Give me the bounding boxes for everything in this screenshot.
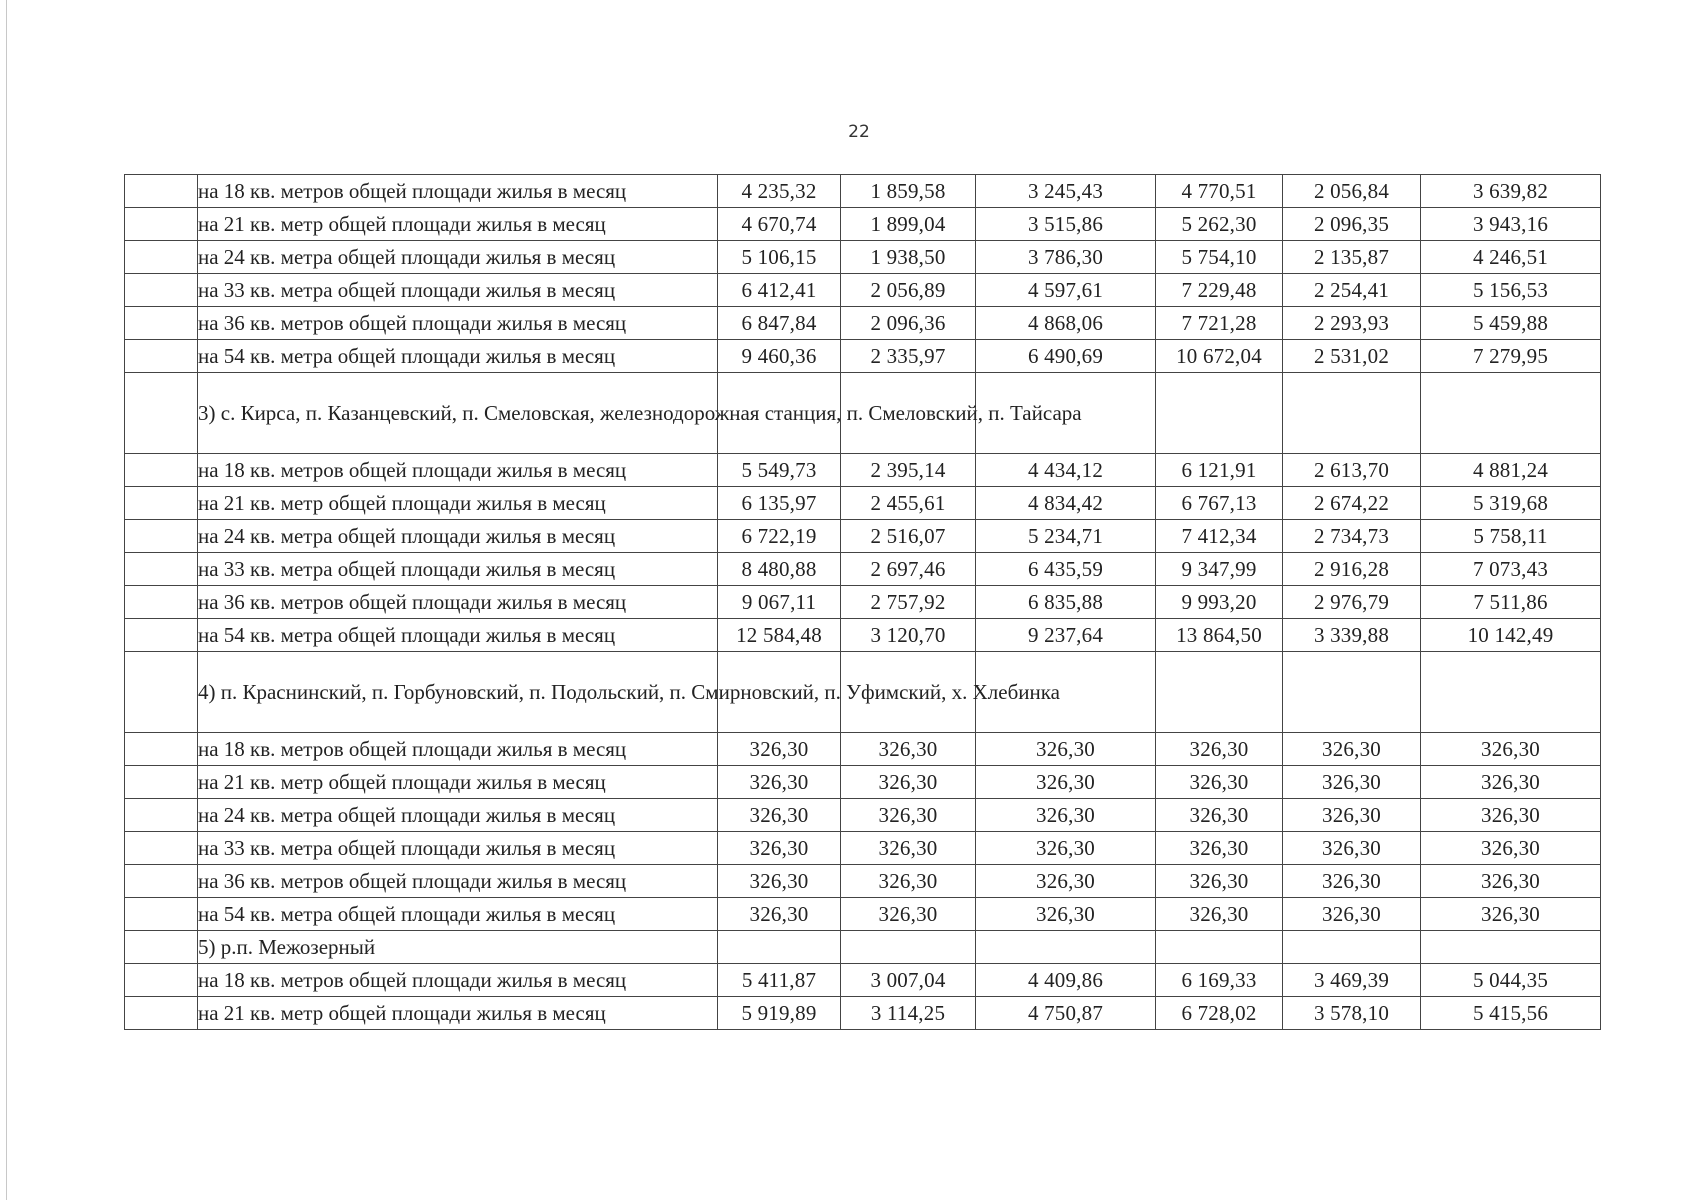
value-cell: 326,30 [1156, 799, 1283, 832]
value-cell: 5 459,88 [1421, 307, 1601, 340]
row-number-cell [125, 766, 198, 799]
value-cell: 5 758,11 [1421, 520, 1601, 553]
value-cell: 326,30 [1283, 766, 1421, 799]
empty-cell [1156, 373, 1283, 454]
table-row [125, 766, 1601, 799]
value-cell: 7 073,43 [1421, 553, 1601, 586]
value-cell: 4 750,87 [976, 997, 1156, 1030]
value-cell: 326,30 [976, 898, 1156, 931]
value-cell: 5 754,10 [1156, 241, 1283, 274]
row-number-cell [125, 733, 198, 766]
value-cell: 10 672,04 [1156, 340, 1283, 373]
value-cell: 5 044,35 [1421, 964, 1601, 997]
value-cell: 326,30 [841, 799, 976, 832]
empty-cell [1156, 652, 1283, 733]
value-cell: 4 770,51 [1156, 175, 1283, 208]
value-cell: 5 319,68 [1421, 487, 1601, 520]
value-cell: 4 235,32 [718, 175, 841, 208]
value-cell: 3 639,82 [1421, 175, 1601, 208]
value-cell: 326,30 [1283, 733, 1421, 766]
value-cell: 326,30 [1421, 865, 1601, 898]
table-row [125, 208, 1601, 241]
value-cell: 2 293,93 [1283, 307, 1421, 340]
value-cell: 2 254,41 [1283, 274, 1421, 307]
value-cell: 3 943,16 [1421, 208, 1601, 241]
value-cell: 2 056,84 [1283, 175, 1421, 208]
row-label: на 36 кв. метров общей площади жилья в месяц [198, 586, 718, 619]
empty-cell [1421, 931, 1601, 964]
value-cell: 5 106,15 [718, 241, 841, 274]
value-cell: 6 835,88 [976, 586, 1156, 619]
row-label: на 21 кв. метр общей площади жилья в месяц [198, 766, 718, 799]
empty-cell [1283, 652, 1421, 733]
empty-cell [1156, 931, 1283, 964]
value-cell: 2 455,61 [841, 487, 976, 520]
value-cell: 6 847,84 [718, 307, 841, 340]
row-number-cell [125, 208, 198, 241]
row-label: на 18 кв. метров общей площади жилья в месяц [198, 175, 718, 208]
value-cell: 4 670,74 [718, 208, 841, 241]
value-cell: 5 411,87 [718, 964, 841, 997]
row-label: на 18 кв. метров общей площади жилья в месяц [198, 733, 718, 766]
value-cell: 326,30 [976, 733, 1156, 766]
value-cell: 4 246,51 [1421, 241, 1601, 274]
empty-cell [1283, 373, 1421, 454]
value-cell: 7 721,28 [1156, 307, 1283, 340]
row-number-cell [125, 373, 198, 454]
value-cell: 326,30 [718, 865, 841, 898]
value-cell: 326,30 [841, 898, 976, 931]
value-cell: 7 279,95 [1421, 340, 1601, 373]
value-cell: 326,30 [718, 733, 841, 766]
row-label: на 24 кв. метра общей площади жилья в месяц [198, 799, 718, 832]
row-label: на 24 кв. метра общей площади жилья в месяц [198, 241, 718, 274]
row-number-cell [125, 799, 198, 832]
table-row [125, 619, 1601, 652]
row-number-cell [125, 997, 198, 1030]
empty-cell [841, 931, 976, 964]
value-cell: 4 868,06 [976, 307, 1156, 340]
value-cell: 2 674,22 [1283, 487, 1421, 520]
section-label: 4) п. Краснинский, п. Горбуновский, п. Подольский, п. Смирновский, п. Уфимский, х. Хлебинка [198, 652, 718, 733]
value-cell: 2 516,07 [841, 520, 976, 553]
value-cell: 326,30 [718, 898, 841, 931]
value-cell: 6 135,97 [718, 487, 841, 520]
section-row [125, 931, 1601, 964]
value-cell: 9 460,36 [718, 340, 841, 373]
table-row [125, 553, 1601, 586]
page-number: 22 [848, 122, 870, 142]
value-cell: 326,30 [1283, 898, 1421, 931]
value-cell: 6 728,02 [1156, 997, 1283, 1030]
table-row [125, 487, 1601, 520]
value-cell: 9 067,11 [718, 586, 841, 619]
value-cell: 4 881,24 [1421, 454, 1601, 487]
table-row [125, 586, 1601, 619]
section-label: 3) с. Кирса, п. Казанцевский, п. Смеловская, железнодорожная станция, п. Смеловский, п. Тайсара [198, 373, 718, 454]
row-number-cell [125, 487, 198, 520]
value-cell: 326,30 [1156, 898, 1283, 931]
value-cell: 326,30 [1421, 766, 1601, 799]
value-cell: 2 916,28 [1283, 553, 1421, 586]
value-cell: 6 435,59 [976, 553, 1156, 586]
value-cell: 326,30 [1156, 766, 1283, 799]
value-cell: 6 767,13 [1156, 487, 1283, 520]
value-cell: 3 007,04 [841, 964, 976, 997]
row-label: на 21 кв. метр общей площади жилья в месяц [198, 487, 718, 520]
row-number-cell [125, 619, 198, 652]
value-cell: 5 262,30 [1156, 208, 1283, 241]
value-cell: 2 056,89 [841, 274, 976, 307]
empty-cell [1283, 931, 1421, 964]
value-cell: 5 234,71 [976, 520, 1156, 553]
row-label: на 18 кв. метров общей площади жилья в месяц [198, 454, 718, 487]
value-cell: 326,30 [841, 865, 976, 898]
value-cell: 326,30 [976, 766, 1156, 799]
table-row [125, 865, 1601, 898]
value-cell: 326,30 [1283, 799, 1421, 832]
value-cell: 2 335,97 [841, 340, 976, 373]
tariff-table [124, 174, 1601, 1030]
row-number-cell [125, 931, 198, 964]
row-label: на 54 кв. метра общей площади жилья в месяц [198, 898, 718, 931]
row-number-cell [125, 553, 198, 586]
value-cell: 326,30 [976, 865, 1156, 898]
value-cell: 2 734,73 [1283, 520, 1421, 553]
value-cell: 326,30 [976, 832, 1156, 865]
row-number-cell [125, 307, 198, 340]
value-cell: 326,30 [1283, 832, 1421, 865]
value-cell: 9 237,64 [976, 619, 1156, 652]
table-row [125, 520, 1601, 553]
value-cell: 1 859,58 [841, 175, 976, 208]
section-row [125, 373, 1601, 454]
value-cell: 7 412,34 [1156, 520, 1283, 553]
value-cell: 1 899,04 [841, 208, 976, 241]
value-cell: 4 409,86 [976, 964, 1156, 997]
value-cell: 3 339,88 [1283, 619, 1421, 652]
value-cell: 3 120,70 [841, 619, 976, 652]
value-cell: 3 786,30 [976, 241, 1156, 274]
section-row [125, 652, 1601, 733]
value-cell: 326,30 [1421, 898, 1601, 931]
value-cell: 6 490,69 [976, 340, 1156, 373]
table-row [125, 454, 1601, 487]
value-cell: 4 834,42 [976, 487, 1156, 520]
value-cell: 2 395,14 [841, 454, 976, 487]
row-number-cell [125, 241, 198, 274]
value-cell: 326,30 [718, 799, 841, 832]
row-label: на 54 кв. метра общей площади жилья в месяц [198, 619, 718, 652]
empty-cell [1421, 373, 1601, 454]
value-cell: 10 142,49 [1421, 619, 1601, 652]
row-label: на 33 кв. метра общей площади жилья в месяц [198, 553, 718, 586]
table-row [125, 340, 1601, 373]
value-cell: 326,30 [841, 766, 976, 799]
value-cell: 326,30 [841, 832, 976, 865]
value-cell: 326,30 [718, 832, 841, 865]
value-cell: 5 549,73 [718, 454, 841, 487]
row-number-cell [125, 898, 198, 931]
table-row [125, 175, 1601, 208]
value-cell: 2 613,70 [1283, 454, 1421, 487]
value-cell: 2 096,35 [1283, 208, 1421, 241]
value-cell: 326,30 [1421, 799, 1601, 832]
value-cell: 326,30 [841, 733, 976, 766]
value-cell: 3 469,39 [1283, 964, 1421, 997]
row-label: на 21 кв. метр общей площади жилья в месяц [198, 997, 718, 1030]
table-row [125, 241, 1601, 274]
row-number-cell [125, 520, 198, 553]
value-cell: 3 578,10 [1283, 997, 1421, 1030]
value-cell: 4 597,61 [976, 274, 1156, 307]
value-cell: 2 135,87 [1283, 241, 1421, 274]
value-cell: 326,30 [1156, 733, 1283, 766]
row-number-cell [125, 340, 198, 373]
row-label: на 21 кв. метр общей площади жилья в месяц [198, 208, 718, 241]
row-number-cell [125, 652, 198, 733]
row-label: на 18 кв. метров общей площади жилья в месяц [198, 964, 718, 997]
value-cell: 2 976,79 [1283, 586, 1421, 619]
value-cell: 326,30 [1283, 865, 1421, 898]
value-cell: 3 114,25 [841, 997, 976, 1030]
table-row [125, 964, 1601, 997]
value-cell: 5 919,89 [718, 997, 841, 1030]
value-cell: 7 511,86 [1421, 586, 1601, 619]
value-cell: 13 864,50 [1156, 619, 1283, 652]
table-row [125, 799, 1601, 832]
value-cell: 8 480,88 [718, 553, 841, 586]
value-cell: 326,30 [976, 799, 1156, 832]
value-cell: 326,30 [1421, 832, 1601, 865]
table-row [125, 997, 1601, 1030]
value-cell: 326,30 [1156, 832, 1283, 865]
value-cell: 2 697,46 [841, 553, 976, 586]
value-cell: 2 531,02 [1283, 340, 1421, 373]
row-number-cell [125, 586, 198, 619]
value-cell: 12 584,48 [718, 619, 841, 652]
value-cell: 2 096,36 [841, 307, 976, 340]
value-cell: 3 245,43 [976, 175, 1156, 208]
row-number-cell [125, 964, 198, 997]
table-row [125, 733, 1601, 766]
empty-cell [976, 931, 1156, 964]
row-number-cell [125, 832, 198, 865]
row-label: на 36 кв. метров общей площади жилья в месяц [198, 865, 718, 898]
value-cell: 326,30 [1421, 733, 1601, 766]
table-row [125, 274, 1601, 307]
value-cell: 2 757,92 [841, 586, 976, 619]
section-label: 5) р.п. Межозерный [198, 931, 718, 964]
value-cell: 9 993,20 [1156, 586, 1283, 619]
row-number-cell [125, 274, 198, 307]
value-cell: 326,30 [718, 766, 841, 799]
scan-edge-line [6, 0, 7, 1200]
row-number-cell [125, 865, 198, 898]
row-label: на 54 кв. метра общей площади жилья в месяц [198, 340, 718, 373]
value-cell: 6 722,19 [718, 520, 841, 553]
row-label: на 33 кв. метра общей площади жилья в месяц [198, 832, 718, 865]
empty-cell [1421, 652, 1601, 733]
row-number-cell [125, 454, 198, 487]
value-cell: 9 347,99 [1156, 553, 1283, 586]
row-label: на 36 кв. метров общей площади жилья в месяц [198, 307, 718, 340]
row-label: на 24 кв. метра общей площади жилья в месяц [198, 520, 718, 553]
empty-cell [718, 931, 841, 964]
table-row [125, 307, 1601, 340]
value-cell: 3 515,86 [976, 208, 1156, 241]
table-row [125, 898, 1601, 931]
value-cell: 5 156,53 [1421, 274, 1601, 307]
value-cell: 1 938,50 [841, 241, 976, 274]
value-cell: 6 169,33 [1156, 964, 1283, 997]
row-label: на 33 кв. метра общей площади жилья в месяц [198, 274, 718, 307]
value-cell: 6 121,91 [1156, 454, 1283, 487]
value-cell: 5 415,56 [1421, 997, 1601, 1030]
row-number-cell [125, 175, 198, 208]
table-body [125, 175, 1601, 1030]
value-cell: 7 229,48 [1156, 274, 1283, 307]
value-cell: 4 434,12 [976, 454, 1156, 487]
value-cell: 326,30 [1156, 865, 1283, 898]
value-cell: 6 412,41 [718, 274, 841, 307]
table-row [125, 832, 1601, 865]
